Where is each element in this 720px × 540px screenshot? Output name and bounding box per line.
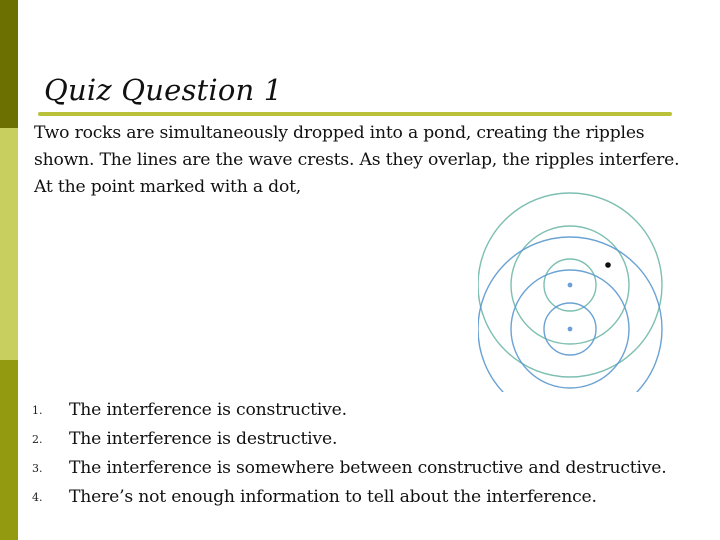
answer-text: The interference is somewhere between constructive and destructive. (69, 458, 667, 478)
answer-text: The interference is destructive. (69, 429, 338, 449)
ripple-circles (478, 193, 662, 392)
ripple-source-point (568, 327, 573, 332)
answer-number: 2. (32, 433, 43, 446)
wave-crest-circle (478, 237, 662, 392)
sidebar-accent (0, 0, 18, 540)
answer-text: The interference is constructive. (69, 400, 347, 420)
answer-text: There’s not enough information to tell about the interference. (69, 487, 597, 507)
slide-title: Quiz Question 1 (44, 73, 283, 107)
ripple-diagram (478, 192, 678, 392)
marked-dot (605, 262, 611, 268)
ripple-source-point (568, 283, 573, 288)
sidebar-accent-middle (0, 128, 18, 360)
title-underline (38, 112, 672, 116)
sidebar-accent-bottom (0, 360, 18, 540)
sidebar-accent-top (0, 0, 18, 128)
question-text: Two rocks are simultaneously dropped into a pond, creating the ripples shown. The lines are the wave crests. As they overlap, the ripples interfere. At the point marked with a dot, (34, 123, 680, 197)
answer-number: 4. (32, 491, 43, 504)
answer-number: 3. (32, 462, 43, 475)
answer-number: 1. (32, 404, 43, 417)
